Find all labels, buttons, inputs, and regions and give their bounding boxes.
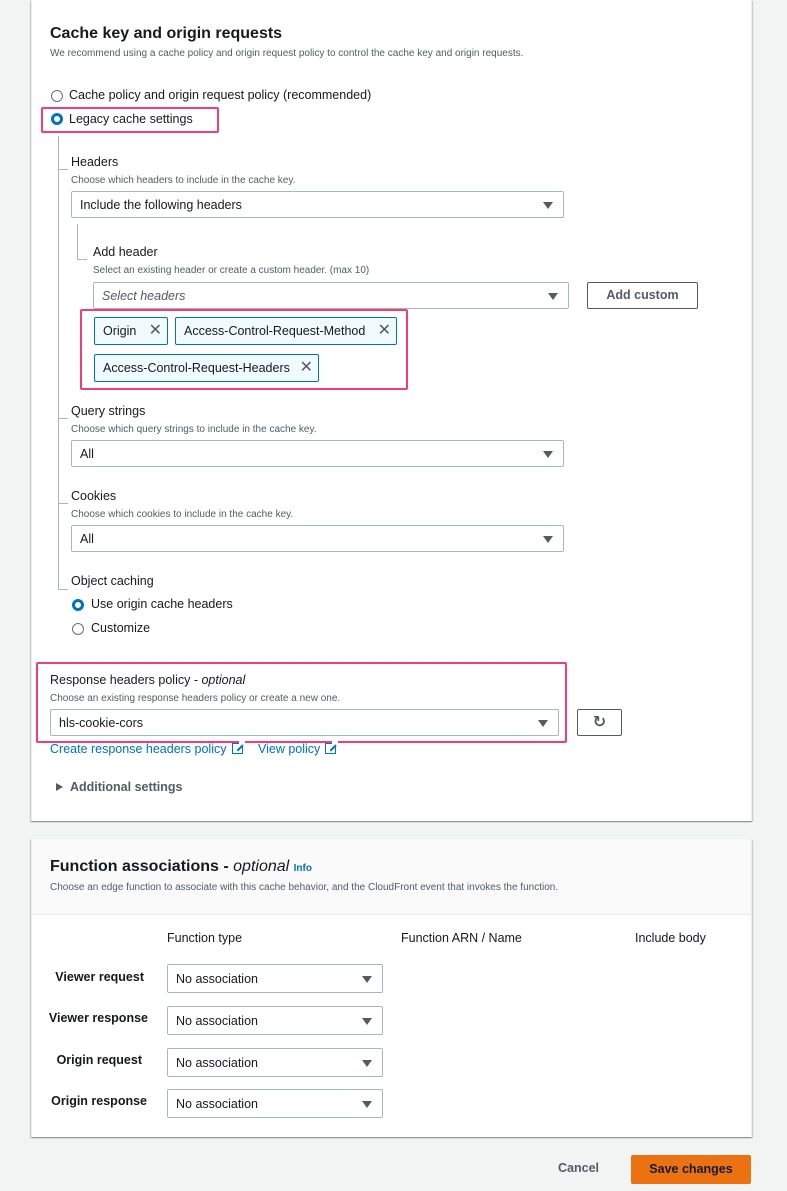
select-headers-input[interactable] xyxy=(93,282,569,309)
chevron-down-icon xyxy=(543,202,553,209)
chevron-down-icon xyxy=(362,1018,372,1025)
viewer-request-value: No association xyxy=(176,972,258,986)
origin-response-value: No association xyxy=(176,1097,258,1111)
cache-section-title: Cache key and origin requests xyxy=(50,25,283,42)
response-headers-policy-description: Choose an existing response headers policy or create a new one. xyxy=(50,693,341,704)
token-label: Access-Control-Request-Method xyxy=(184,324,366,338)
headers-description: Choose which headers to include in the cache key. xyxy=(71,175,296,186)
cancel-button[interactable]: Cancel xyxy=(558,1161,599,1175)
cache-key-panel xyxy=(31,0,752,821)
column-include-body: Include body xyxy=(635,931,706,945)
save-changes-button[interactable]: Save changes xyxy=(631,1155,751,1184)
chevron-down-icon xyxy=(543,451,553,458)
token-label: Access-Control-Request-Headers xyxy=(103,361,290,375)
use-origin-cache-headers-radio[interactable] xyxy=(72,599,84,611)
response-headers-policy-label: Response headers policy - optional xyxy=(50,673,246,687)
caret-right-icon[interactable] xyxy=(56,783,63,791)
headers-select[interactable] xyxy=(71,191,564,218)
tree-branch-add-header xyxy=(77,259,87,260)
legacy-cache-radio-label[interactable]: Legacy cache settings xyxy=(69,112,193,126)
column-function-arn: Function ARN / Name xyxy=(401,931,522,945)
cache-policy-radio-label[interactable]: Cache policy and origin request policy (recommended) xyxy=(69,88,372,102)
cookies-label: Cookies xyxy=(71,489,117,503)
chevron-down-icon xyxy=(538,720,548,727)
viewer-response-value: No association xyxy=(176,1014,258,1028)
token-label: Origin xyxy=(103,324,137,338)
tree-branch-cookies xyxy=(58,503,68,504)
object-caching-label: Object caching xyxy=(71,574,154,588)
close-icon[interactable]: ✕ xyxy=(299,359,313,376)
customize-label[interactable]: Customize xyxy=(91,621,151,635)
cookies-value: All xyxy=(80,532,94,546)
cache-section-description: We recommend using a cache policy and origin request policy to control the cache key and origin requests. xyxy=(50,48,524,59)
view-policy-link[interactable]: View policy xyxy=(258,742,336,756)
tree-line-add-header xyxy=(77,224,78,259)
token-access-control-request-method xyxy=(175,317,397,345)
row-label-origin-request: Origin request xyxy=(56,1053,142,1067)
tree-branch-query xyxy=(58,418,68,419)
external-link-icon xyxy=(232,743,243,754)
create-response-headers-policy-link[interactable]: Create response headers policy xyxy=(50,742,243,756)
cookies-description: Choose which cookies to include in the cache key. xyxy=(71,509,294,520)
viewer-request-select[interactable] xyxy=(167,964,383,993)
select-headers-placeholder: Select headers xyxy=(102,289,186,303)
tree-branch-headers xyxy=(58,169,68,170)
use-origin-cache-headers-label[interactable]: Use origin cache headers xyxy=(91,597,233,611)
cache-policy-radio[interactable] xyxy=(51,90,63,102)
cookies-select[interactable] xyxy=(71,525,564,552)
divider xyxy=(32,914,751,915)
additional-settings-toggle[interactable]: Additional settings xyxy=(70,780,183,794)
headers-select-value: Include the following headers xyxy=(80,198,242,212)
chevron-down-icon xyxy=(362,976,372,983)
row-label-viewer-response: Viewer response xyxy=(48,1011,148,1025)
close-icon[interactable]: ✕ xyxy=(377,322,391,339)
column-function-type: Function type xyxy=(167,931,243,945)
close-icon[interactable]: ✕ xyxy=(148,322,162,339)
viewer-response-select[interactable] xyxy=(167,1006,383,1035)
token-access-control-request-headers xyxy=(94,354,319,382)
function-associations-header xyxy=(32,839,751,914)
refresh-icon: ↻ xyxy=(592,714,607,731)
add-custom-button[interactable]: Add custom xyxy=(587,282,698,309)
query-strings-label: Query strings xyxy=(71,404,146,418)
origin-response-select[interactable] xyxy=(167,1089,383,1118)
function-associations-title: Function associations - optional Info xyxy=(50,858,312,875)
external-link-icon xyxy=(325,743,336,754)
query-strings-description: Choose which query strings to include in the cache key. xyxy=(71,424,317,435)
query-strings-select[interactable] xyxy=(71,440,564,467)
response-headers-policy-value: hls-cookie-cors xyxy=(59,716,144,730)
headers-label: Headers xyxy=(71,155,119,169)
row-label-viewer-request: Viewer request xyxy=(55,970,144,984)
function-associations-description: Choose an edge function to associate with this cache behavior, and the CloudFront event that invokes the function. xyxy=(50,882,559,893)
legacy-cache-radio[interactable] xyxy=(51,113,63,125)
tree-branch-object xyxy=(58,589,68,590)
response-headers-policy-select[interactable] xyxy=(50,709,559,736)
token-origin xyxy=(94,317,168,345)
tree-line-main xyxy=(58,136,59,590)
chevron-down-icon xyxy=(362,1101,372,1108)
origin-request-select[interactable] xyxy=(167,1048,383,1077)
customize-radio[interactable] xyxy=(72,623,84,635)
function-associations-panel xyxy=(31,839,752,1137)
chevron-down-icon xyxy=(548,293,558,300)
refresh-button[interactable] xyxy=(577,709,622,736)
query-strings-value: All xyxy=(80,447,94,461)
row-label-origin-response: Origin response xyxy=(51,1094,147,1108)
info-link[interactable]: Info xyxy=(293,863,312,874)
add-header-description: Select an existing header or create a custom header. (max 10) xyxy=(93,265,370,276)
chevron-down-icon xyxy=(362,1060,372,1067)
add-header-label: Add header xyxy=(93,245,158,259)
origin-request-value: No association xyxy=(176,1056,258,1070)
chevron-down-icon xyxy=(543,536,553,543)
